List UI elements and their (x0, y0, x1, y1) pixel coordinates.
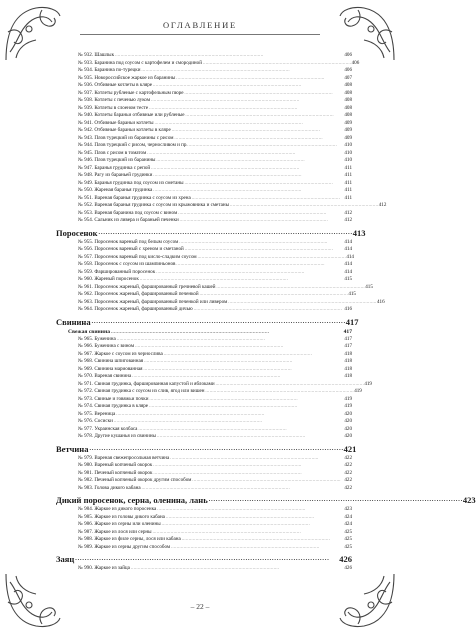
toc-entry-title: № 989. Жаркое из серны другим способом (78, 543, 171, 550)
toc-entry-title: № 960. Жареный поросенок (78, 276, 139, 282)
toc-page-number: 411 (344, 172, 352, 178)
toc-page-number: 408 (344, 104, 352, 111)
toc-page-number: 411 (344, 194, 352, 201)
toc-entry-title: № 981. Печеный копченый окорок (78, 469, 153, 476)
toc-page-number: 415 (344, 276, 352, 282)
toc-entry-title: Ветчина (56, 443, 89, 454)
toc-entry-title: № 948. Рагу из бараньей грудинки (78, 172, 153, 178)
toc-section-heading[interactable] (56, 316, 359, 328)
toc-page-number: 416 (344, 306, 352, 312)
toc-page-number: 423 (344, 506, 352, 512)
toc-page-number: 425 (344, 536, 352, 542)
header-rule (80, 34, 320, 35)
toc-page-number: 414 (346, 253, 354, 260)
page-number: – 22 – (190, 602, 210, 611)
toc-entry-title: Дикий поросенок, серна, оленина, лань (56, 495, 208, 505)
toc-entry-title: № 982. Печеный копченый окорок другим способом (78, 477, 192, 483)
toc-page-number: 410 (344, 142, 352, 148)
toc-entry-title: № 961. Поросенок жареный, фаршированный гречневой кашей (78, 283, 216, 290)
toc-entry-title: № 966. Буженина с вином (78, 343, 135, 349)
toc-page-number: 424 (344, 521, 352, 527)
toc-page-number: 415 (365, 283, 373, 290)
toc-page-number: 413 (352, 227, 366, 238)
toc-page-number: 425 (344, 528, 352, 535)
toc-entry-title: № 937. Котлеты рубленые с картофельным пюре (78, 89, 184, 96)
toc-entry[interactable] (56, 544, 352, 552)
toc-entry-title: № 980. Вареный копченый окорок (78, 462, 153, 468)
leader-dots (157, 432, 343, 441)
toc-entry-title: № 988. Жаркое из филе серны, лося или кабана (78, 536, 181, 542)
toc-entry-title: № 945. Плов с рисом в томатом (78, 149, 147, 156)
leader-dots (142, 484, 344, 493)
toc-page-number: 422 (344, 462, 352, 468)
toc-entry-title: № 954. Сальник из ливера и бараньей печенки (78, 217, 179, 223)
toc-entry-title: № 944. Плов турецкий с рисом, черносливом и пр. (78, 142, 188, 148)
toc-page-number: 415 (348, 291, 356, 297)
toc-page-number: 418 (344, 365, 352, 372)
toc-entry[interactable] (56, 565, 352, 573)
toc-page-number: 420 (344, 418, 352, 424)
toc-page-number: 424 (344, 513, 352, 520)
toc-entry-title: № 956. Поросенок вареный с хреном и сметаной (78, 246, 184, 252)
toc-page-number: 417 (344, 343, 352, 349)
toc-page-number: 411 (344, 179, 352, 186)
leader-dots (92, 314, 345, 328)
leader-dots (171, 543, 343, 552)
toc-page-number: 422 (344, 477, 352, 483)
toc-page-number: 412 (344, 217, 352, 223)
toc-page-number: 410 (344, 157, 352, 163)
table-of-contents (56, 52, 476, 573)
toc-page-number: 421 (343, 443, 357, 454)
toc-entry-title: Заяц (56, 554, 75, 564)
toc-entry-title: № 955. Поросенок вареный под белым соусом (78, 238, 179, 245)
toc-entry-title: № 932. Шашлык (78, 52, 115, 58)
toc-page-number: 418 (344, 358, 352, 364)
toc-page-number: 407 (344, 74, 352, 81)
toc-entry-title: № 971. Свиная грудинка, фаршированная капустой и яблоками (78, 380, 215, 387)
toc-entry-title: Свинина (56, 316, 91, 327)
toc-page-number: 419 (344, 403, 352, 409)
toc-page-number: 423 (462, 495, 476, 505)
toc-entry-title: № 957. Поросенок вареный под кисло-сладким соусом (78, 253, 197, 260)
toc-page-number: 417 (345, 316, 359, 327)
toc-entry-title: № 949. Баранья грудинка под соусом из сметаны (78, 179, 184, 186)
toc-page-number: 408 (344, 97, 352, 103)
toc-page-number: 406 (344, 52, 352, 58)
toc-entry-title: № 990. Жаркое из зайца (78, 565, 130, 571)
corner-ornament-bottom-left (2, 570, 64, 632)
toc-page-number: 408 (344, 112, 352, 118)
leader-dots (89, 441, 342, 455)
toc-page-number: 419 (364, 380, 372, 387)
toc-page-number: 412 (344, 209, 352, 216)
toc-entry-title: № 975. Вереница (78, 410, 116, 417)
toc-entry-title: Поросенок (56, 227, 98, 238)
toc-page-number: 408 (344, 89, 352, 96)
toc-entry-title: № 974. Свиная грудинка в кляре (78, 403, 149, 409)
toc-entry-title: № 976. Сосиски (78, 418, 113, 424)
toc-entry-title: № 968. Свинина шпигованная (78, 358, 144, 364)
toc-entry-title: Свежая свинина (68, 328, 111, 335)
toc-entry-title: № 962. Поросенок жареный, фаршированный печенкой (78, 291, 199, 297)
toc-page-number: 411 (344, 187, 352, 193)
toc-page-number: 417 (344, 335, 352, 342)
toc-entry-title: № 967. Жаркое с соусом из чернослива (78, 350, 163, 357)
toc-entry-title: № 939. Котлеты в слоеном тесте (78, 104, 149, 111)
toc-entry-title: № 973. Свиные и говяжьи почки (78, 395, 149, 402)
toc-entry-title: № 985. Жаркое из головы дикого кабана (78, 513, 165, 520)
toc-entry[interactable] (56, 306, 352, 314)
toc-entry-title: № 934. Баранина по-турецки (78, 67, 141, 73)
leader-dots (180, 216, 344, 225)
toc-entry-title: № 950. Жареная баранья грудинка (78, 187, 153, 193)
toc-page-number: 420 (344, 433, 352, 439)
toc-page-number: 409 (344, 134, 352, 141)
toc-page-number: 409 (344, 127, 352, 133)
toc-entry-title: № 933. Баранина под соусом с картофелем и смородиной (78, 59, 202, 66)
toc-page-number: 417 (343, 328, 352, 335)
toc-entry-title: № 983. Голова дикого кабана (78, 484, 141, 491)
toc-entry-title: № 943. Плов турецкий из баранины с рисом (78, 134, 174, 141)
toc-page-number: 414 (344, 261, 352, 267)
toc-entry-title: № 979. Вареная свежепросольная ветчина (78, 454, 170, 461)
toc-entry[interactable] (56, 485, 352, 493)
page-title: ОГЛАВЛЕНИЕ (162, 20, 238, 30)
toc-entry-title: № 965. Буженина (78, 335, 116, 342)
toc-page-number: 414 (344, 246, 352, 252)
toc-page-number: 409 (344, 119, 352, 126)
toc-page-number: 422 (344, 454, 352, 461)
leader-dots (209, 492, 462, 506)
toc-page-number: 425 (344, 543, 352, 550)
toc-page-number: 411 (344, 164, 352, 171)
toc-entry-title: № 935. Новороссийское жаркое из баранины (78, 74, 176, 81)
toc-page-number: 406 (344, 67, 352, 73)
toc-entry-title: № 984. Жаркое из дикого поросенка (78, 506, 157, 512)
toc-entry-title: № 936. Отбивные котлеты в кляре (78, 82, 152, 88)
toc-entry-title: № 941. Отбивные бараньи котлеты (78, 119, 154, 126)
leader-dots (99, 225, 352, 239)
toc-page-number: 426 (339, 554, 352, 564)
toc-entry-title: № 969. Свинина мариованная (78, 365, 143, 372)
toc-page-number: 414 (344, 238, 352, 245)
toc-entry-title: № 942. Отбивные бараньи котлеты в кляре (78, 127, 171, 133)
toc-entry-title: № 951. Вареная баранья грудинка с соусом из хрена (78, 194, 191, 201)
toc-page-number: 418 (344, 350, 352, 357)
toc-page-number: 419 (354, 388, 362, 394)
toc-entry-title: № 947. Баранья грудинка с репой (78, 164, 151, 171)
toc-entry-title: № 964. Поросенок жареный, фаршированный дичью (78, 306, 193, 312)
toc-entry-title: № 959. Фаршированный поросенок (78, 268, 156, 275)
toc-entry-title: № 952. Вареная баранья грудинка с соусом из крыжовника и сметаны (78, 202, 230, 208)
corner-ornament-bottom-right (336, 570, 398, 632)
toc-entry-title: № 978. Другие кушанья из свинины (78, 433, 156, 439)
toc-entry-title: № 987. Жаркое из лося или серны (78, 528, 152, 535)
toc-entry-title: № 963. Поросенок жареный, фаршированный печенкой или ливером (78, 298, 228, 305)
leader-dots (131, 564, 343, 573)
toc-page-number: 408 (344, 82, 352, 88)
toc-page-number: 420 (344, 425, 352, 432)
toc-page-number: 420 (344, 410, 352, 417)
toc-entry-title: № 972. Свиная грудинка с соусом из слив, ягод или вишен (78, 388, 205, 394)
toc-page-number: 422 (344, 469, 352, 476)
toc-entry-title: № 938. Котлеты с печенью луком (78, 97, 151, 103)
toc-entry-title: № 940. Котлеты бараньи отбивные или рубленые (78, 112, 185, 118)
leader-dots (75, 551, 338, 565)
toc-entry-title: № 953. Вареная баранина под соусом с вином (78, 209, 178, 216)
leader-dots (194, 305, 344, 314)
corner-ornament-top-left (2, 2, 64, 64)
toc-entry-title: № 946. Плов турецкий из баранины (78, 157, 156, 163)
toc-page-number: 419 (344, 395, 352, 402)
toc-page-number: 412 (378, 202, 387, 208)
toc-page-number: 426 (344, 565, 352, 571)
toc-page-number: 410 (344, 149, 352, 156)
toc-entry-title: № 977. Украинская колбаса (78, 425, 138, 432)
toc-page-number: 422 (344, 484, 352, 491)
toc-page-number: 418 (344, 373, 352, 379)
toc-page-number: 406 (351, 59, 360, 66)
toc-entry-title: № 986. Жаркое из серны или оленины (78, 521, 161, 527)
toc-entry[interactable] (56, 433, 352, 441)
toc-page-number: 416 (376, 298, 385, 305)
toc-entry-title: № 958. Поросенок с соусом из шампиньонов (78, 261, 176, 267)
toc-entry[interactable] (56, 217, 352, 225)
toc-entry-title: № 970. Вареная свинина (78, 373, 132, 379)
toc-page-number: 414 (344, 268, 352, 275)
